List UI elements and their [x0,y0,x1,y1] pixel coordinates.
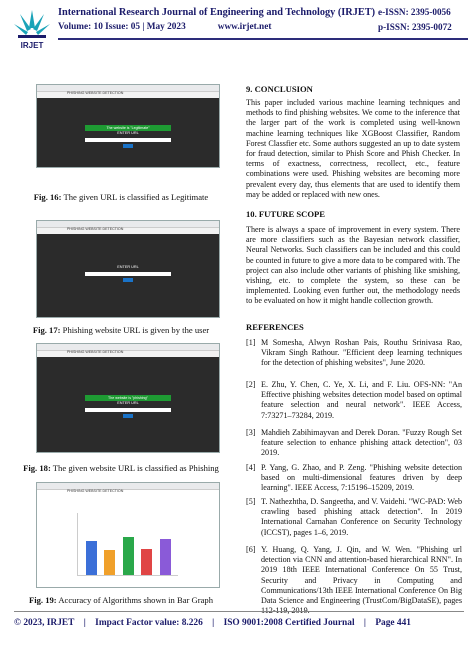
figure-18-label: Fig. 18: [23,463,51,473]
reference-text: T. Nathezhtha, D. Sangeetha, and V. Vaidehi. "WC-PAD: Web crawling based phishing attack detection". In 2019 International Carnahan Conference on Security Technology (ICCST), pages 1–6, 2019. [261,497,462,537]
reference-text: E. Zhu, Y. Chen, C. Ye, X. Li, and F. Liu. OFS-NN: "An Effective phishing websites detection model based on optimal feature selection and neural network". IEEE Access, 7:73271–73284, 2019. [261,380,462,420]
footer-rule [14,611,464,612]
app-title: PHISHING WEBSITE DETECTION [67,489,124,493]
figure-17-screenshot [36,220,220,318]
chart-bar [86,541,97,575]
e-issn: e-ISSN: 2395-0056 [378,7,451,17]
app-title: PHISHING WEBSITE DETECTION [67,227,124,231]
volume-issue: Volume: 10 Issue: 05 | May 2023 [58,22,186,32]
future-scope-text: There is always a space of improvement in every system. There are more classifiers such as the Bayesian network classifier, Neural Networks. Such classifiers can be included and this could be counted in future to give a more data to be compared with. The project can also include other variants of phishing like smishing, vishing, etc. to complete the system, so these can be implemented. Looking even further out, the methodology needs to be evaluated on how it might handle collection growth. [246,225,460,306]
figure-19-caption [14,595,228,605]
figure-16-caption [14,192,228,202]
url-input [85,272,171,276]
header-rule [58,38,468,40]
browser-bar [37,483,219,490]
conclusion-heading: 9. CONCLUSION [246,84,313,94]
url-input [85,138,171,142]
p-issn: p-ISSN: 2395-0072 [378,22,452,32]
footer-impact-factor: Impact Factor value: 8.226 [95,618,203,628]
bar-group [78,513,178,575]
figure-19-text: Accuracy of Algorithms shown in Bar Graph [56,595,213,605]
figure-19-label: Fig. 19: [28,595,57,605]
journal-title: International Research Journal of Engineering and Technology (IRJET) [58,7,376,18]
footer-copyright: © 2023, IRJET [14,618,75,628]
submit-button [123,144,133,148]
reference-1 [246,338,462,378]
figure-18-text: The given website URL is classified as Phishing [50,463,219,473]
reference-number: [1] [246,338,256,347]
chart-bar [104,550,115,575]
submit-button [123,278,133,282]
irjet-logo [12,6,52,52]
browser-bar [37,221,219,228]
figure-16-label: Fig. 16: [33,192,62,202]
footer-separator: | [363,618,366,628]
reference-number: [3] [246,428,256,437]
url-input [85,408,171,412]
reference-5 [246,497,462,537]
reference-text: M Somesha, Alwyn Roshan Pais, Routhu Srinivasa Rao, Vikram Singh Rathour. "Efficient deep learning techniques for the detection of phishing websites", June 2020. [261,338,462,368]
enter-url-label: ENTER URL [117,401,139,405]
chart-area [77,513,178,576]
app-title: PHISHING WEBSITE DETECTION [67,91,124,95]
future-scope-heading: 10. FUTURE SCOPE [246,209,326,219]
figure-16-screenshot [36,84,220,168]
browser-bar [37,85,219,92]
footer-separator: | [83,618,86,628]
reference-number: [5] [246,497,256,506]
journal-subheader [58,22,295,32]
chart-bar [141,549,152,575]
footer-separator: | [212,618,215,628]
figure-17-label: Fig. 17: [32,325,61,335]
figure-18-screenshot [36,343,220,453]
chart-bar [123,537,134,575]
reference-3 [246,428,462,458]
app-title: PHISHING WEBSITE DETECTION [67,350,124,354]
result-banner-legitimate: The website is "Legitimate" [85,125,171,131]
reference-6 [246,545,462,607]
logo-text: IRJET [20,41,44,50]
reference-text: Y. Huang, Q. Yang, J. Qin, and W. Wen. "Phishing url detection via CNN and attention-based hierarchical RNN". In 2019 18th IEEE International Conference On 55 Trust, Security and Privacy in Computing and Communications/13th IEEE International Conference On Big Data Science and Engineering (TrustCom/BigDataSE), pages [261,545,462,606]
reference-number: [6] [246,545,256,554]
chart-bar [160,539,171,575]
footer-iso: ISO 9001:2008 Certified Journal [223,618,355,628]
browser-bar [37,344,219,351]
result-banner-phishing: The website is "phishing" [85,395,171,401]
page-footer [14,618,466,628]
reference-number: [2] [246,380,256,389]
figure-18-caption [14,463,228,473]
enter-url-label: ENTER URL [117,131,139,135]
submit-button [123,414,133,418]
figure-19-screenshot [36,482,220,588]
reference-text: P. Yang, G. Zhao, and P. Zeng. "Phishing website detection based on multi-dimensional features driven by deep learning". IEEE Access, 7:15196–15209, 2019. [261,463,462,493]
figure-17-text: Phishing website URL is given by the user [60,325,210,335]
conclusion-text: This paper included various machine learning techniques and methods to find phishing websites. We come to the inference that the larger part of the work is completed using well-known machine learning techniques like XGBoost Classifier, Random Forest Classfier etc. Some authors suggested an up to date system for fraud detection, similar to Phish Score and Phish Checker. In terms of exactness, correctness, recollect, etc., feature combinations were used. Phishing websites are becoming more prevalent every day, thus elements that are used to identify them may be added or replaced with new ones. [246,98,460,199]
enter-url-label: ENTER URL [117,265,139,269]
figure-16-text: The given URL is classified as Legitimate [61,192,209,202]
journal-website[interactable]: www.irjet.net [217,22,272,32]
reference-2 [246,380,462,420]
reference-number: [4] [246,463,256,472]
reference-text: Mahdieh Zabihimayvan and Derek Doran. "Fuzzy Rough Set feature selection to enhance phishing attack detection", 03 2019. [261,428,462,458]
references-heading: REFERENCES [246,322,304,332]
footer-page-number: Page 441 [375,618,411,628]
reference-4 [246,463,462,493]
figure-17-caption [14,325,228,335]
